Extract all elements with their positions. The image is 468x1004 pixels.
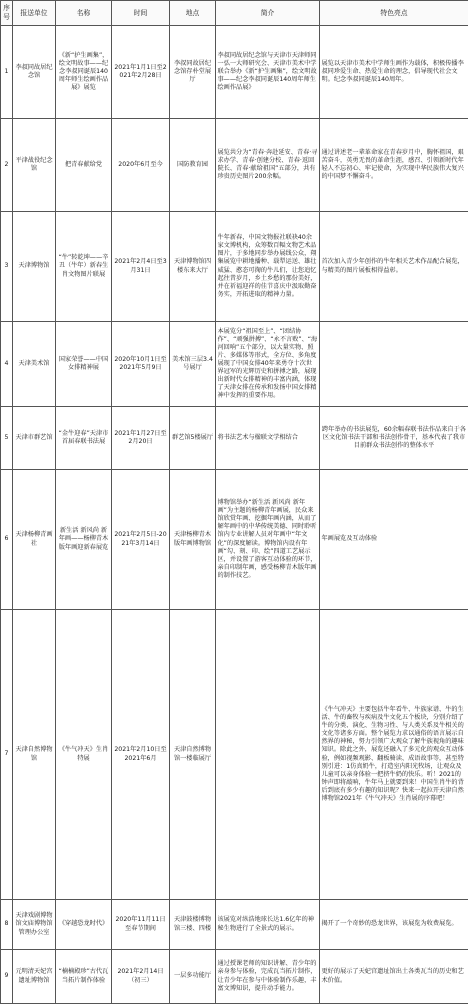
cell-place: 李叔同故居纪念馆存朴堂展厅	[170, 26, 216, 119]
cell-intro: 李叔同故居纪念馆与天津市天津师同一弘一大师研究会、天津市美术中学联合举办《新“护生画集”，绘文明故事——纪念李叔同诞辰140周年师生绘画作品展》	[216, 26, 320, 119]
cell-no: 8	[1, 900, 13, 950]
cell-name: “楠楠殿珍”古代瓦当拓片制作体验	[56, 950, 112, 1004]
cell-feature: 年画展览及互动体验	[320, 470, 468, 610]
table-row	[1, 610, 468, 900]
cell-no: 4	[1, 322, 13, 407]
header-no: 序号	[1, 1, 13, 26]
cell-no: 3	[1, 212, 13, 322]
cell-feature: 通过讲述老一辈革命家在青春岁月中，胸怀祖国，艰苦奋斗，英勇无畏的革命生涯，感召、引领新时代年轻人不忘初心、牢记使命，为实现中华民族伟大复兴的中国梦不懈奋斗。	[320, 119, 468, 212]
cell-intro: 通过授课老师的知识讲解、青少年的亲身参与体验，完成瓦当拓片制作，让青少年在参与中体验制作乐趣，丰富文博知识，提升动手能力。	[216, 950, 320, 1004]
header-place: 地点	[170, 1, 216, 26]
cell-place: 天津博物馆四楼东来大厅	[170, 212, 216, 322]
cell-place: 一层多功能厅	[170, 950, 216, 1004]
cell-time: 2020年10月1日至2021年5月9日	[112, 322, 170, 407]
cell-time: 2021年2月14日（初三）	[112, 950, 170, 1004]
cell-time: 2020年11月11日至春节期间	[112, 900, 170, 950]
cell-name: 《新“护生画集”，绘文明故事——纪念李叔同诞辰140周年师生绘画作品展》展览	[56, 26, 112, 119]
cell-feature	[320, 322, 468, 407]
cell-place: 美术馆三层3.4号展厅	[170, 322, 216, 407]
cell-unit: 平津战役纪念馆	[13, 119, 56, 212]
table-row	[1, 119, 468, 212]
cell-feature: 展览以天津市美术中学师生画作为载体，积极传播李叔同珍爱生命、热爱生命的理念，倡导现代社会文明。纪念李叔同诞辰140周年。	[320, 26, 468, 119]
header-feature: 特色亮点	[320, 1, 468, 26]
cell-feature: 跨年举办的书法展览，60余幅春联书法作品来自于各区文化馆书法干部和书法创作骨干，基本代表了我市目前群众书法创作的整体水平	[320, 407, 468, 470]
cell-no: 1	[1, 26, 13, 119]
cell-intro: 本展览分“祖国至上”、“团结协作”、“顽强拼搏”、“永不言败”、“海河回响”五个部分，以大量实物、照片、多媒体等形式，全方位、多角度展现了中国女排40年来勇夺十次世界冠军的光辉历史和拼搏之路，展现出新时代女排精神的丰富内涵，体现了天津女排在传承和发扬中国女排精神中发挥的重要作用。	[216, 322, 320, 407]
header-time: 时间	[112, 1, 170, 26]
cell-name: 把青春献给党	[56, 119, 112, 212]
cell-unit: 元明清天妃宫遗址博物馆	[13, 950, 56, 1004]
cell-intro: 该展览对纵浩地球长达1.6亿年的神秘生物进行了全景式的展示。	[216, 900, 320, 950]
cell-place: 国防教育园	[170, 119, 216, 212]
table-row	[1, 900, 468, 950]
cell-place: 天津自然博物馆一楼临展厅	[170, 610, 216, 900]
cell-time: 2021年2月4日至3月31日	[112, 212, 170, 322]
cell-intro: 牛年新春，中国文物报社联袂40余家文博机构，众筹数百幅文物艺术品图片，于多地同步举办展线公众，翔集展览中耕地播种、载犁运送、雄壮威猛、憨态可掬的牛儿们，让您追忆起往昔岁月，乡土乡愁的那份美好，并在祈福迎祥的佳节喜庆中汲取勤奋务实，开拓进取的精神力量。	[216, 212, 320, 322]
cell-place: 群艺馆5楼展厅	[170, 407, 216, 470]
cell-intro: 展览共分为“青春·奔赴延安、青春·寻求办学、青春·创建分校、青春·返回院长、青春·献给祖国”五部分，共有珍贵历史图片200余幅。	[216, 119, 320, 212]
cell-no: 9	[1, 950, 13, 1004]
cell-intro: 将书法艺术与楹联文学相结合	[216, 407, 320, 470]
header-unit: 报送单位	[13, 1, 56, 26]
cell-unit: 天津戏剧博物馆文庙博物馆管理办公室	[13, 900, 56, 950]
cell-name: 《牛气冲天》生肖特展	[56, 610, 112, 900]
cell-intro: 博物馆举办“新生活 新风尚 新年画”为主题的杨柳青年画展，民众来馆欣赏年画、挖掘年画内涵，从而了解年画中的中华传统美德、同时聆听馆内专业讲解人员对年画中“年文化”的深度解读。博物馆内设有年画“勾、刻、印、绘”四道工艺展示区，并设置了游客互动体验的环节，亲自印制年画，感受杨柳青木版年画的制作技艺。	[216, 470, 320, 610]
header-intro: 简介	[216, 1, 320, 26]
cell-unit: 天津美术馆	[13, 322, 56, 407]
cell-unit: 李叔同故居纪念馆	[13, 26, 56, 119]
cell-unit: 天津市群艺馆	[13, 407, 56, 470]
cell-no: 5	[1, 407, 13, 470]
cell-no: 7	[1, 610, 13, 900]
cell-intro	[216, 610, 320, 900]
table-row	[1, 950, 468, 1004]
cell-unit: 天津自然博物馆	[13, 610, 56, 900]
table-row	[1, 322, 468, 407]
header-name: 名称	[56, 1, 112, 26]
cell-time: 2021年1月27日至2月20日	[112, 407, 170, 470]
cell-unit: 天津杨柳青画社	[13, 470, 56, 610]
table-row	[1, 407, 468, 470]
cell-feature: 更好的展示了天妃宫遗址馆出土各类瓦当的历史和艺术价值。	[320, 950, 468, 1004]
cell-name: 新生活 新风尚 新年画——杨柳青木版年画迎新春展览	[56, 470, 112, 610]
table-row	[1, 470, 468, 610]
cell-feature: 首次加入青少年创作的牛年相关艺术作品配合展览，与精美的图片展板相得益彰。	[320, 212, 468, 322]
cell-time: 2020年6月至今	[112, 119, 170, 212]
table-row	[1, 26, 468, 119]
cell-place: 天津鼓楼博物馆三楼、四楼	[170, 900, 216, 950]
cell-place: 天津杨柳青木版年画博物馆	[170, 470, 216, 610]
cell-feature: 《牛气冲天》主要包括牛年看牛、牛族家谱、牛的生活、牛的畜牧与疾病及牛文化五个板块，分别介绍了牛的分类、演化、生物习性、与人类关系及牛相关的文化等诸多方面。整个展览力求以通俗的语言展示自然界的神秘，努力引领广大观众了解牛族视角的趣味知识。除此之外，展览还融入了多元化的观众互动体验，例如视频观影、翻板骑读、成语故事等，甚至特别引进：1仿真奶牛，打造室内阳光牧场，让观众及儿童可以亲身体验一把挤牛奶的快乐。听！2021的钟声即将敲响，牛年马上就要到来！中国生肖牛的背后到底有多少有趣的知识呢？快来一起拉开天津自然博物馆2021年《牛气冲天》生肖展的序幕吧！	[320, 610, 468, 900]
cell-time: 2021年2月10日至2021年6月	[112, 610, 170, 900]
cell-no: 2	[1, 119, 13, 212]
table-row	[1, 212, 468, 322]
cell-feature: 揭开了一个奇妙的恐龙世界，该展览为收费展览。	[320, 900, 468, 950]
cell-name: “金牛迎春”天津市首届春联书法展	[56, 407, 112, 470]
cell-no: 6	[1, 470, 13, 610]
cell-unit: 天津博物馆	[13, 212, 56, 322]
header-row	[1, 1, 468, 26]
cell-name: 《穿越恐龙时代》	[56, 900, 112, 950]
cell-time: 2021年1月1日至2021年2月28日	[112, 26, 170, 119]
cell-name: “牛”转乾坤——辛丑（牛年）新春生肖文物图片联展	[56, 212, 112, 322]
cell-time: 2021年2月5日-2021年3月14日	[112, 470, 170, 610]
cell-name: 国家荣誉——中国女排精神展	[56, 322, 112, 407]
